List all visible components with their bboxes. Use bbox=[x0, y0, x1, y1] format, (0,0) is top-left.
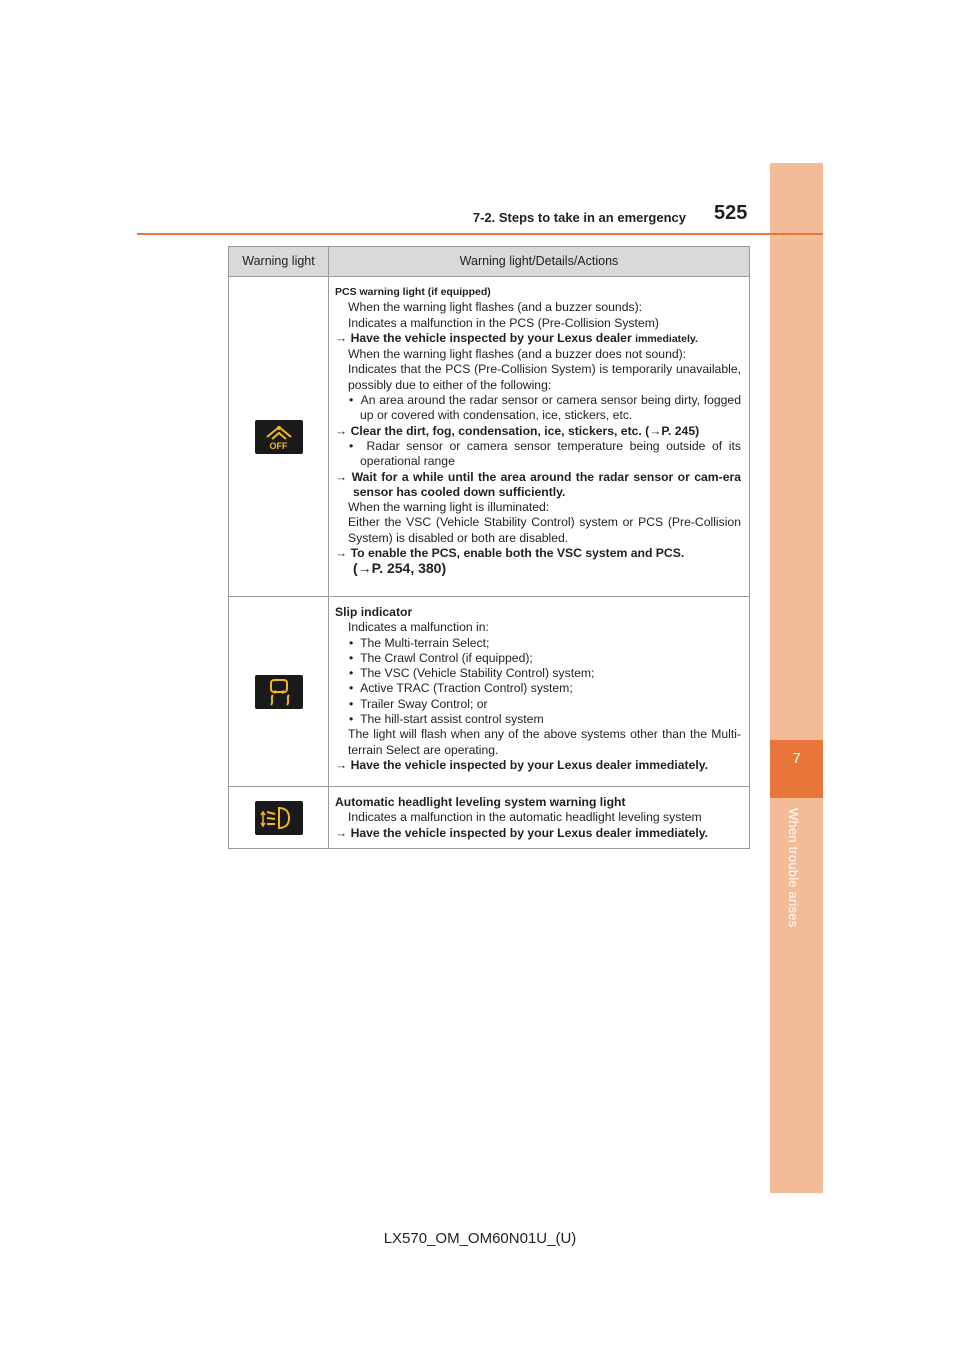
pcs-action-1 bbox=[335, 331, 741, 347]
bullet-icon: • bbox=[349, 438, 354, 453]
list-item bbox=[335, 712, 741, 727]
headlight-leveling-icon bbox=[255, 801, 303, 835]
pcs-icon-cell bbox=[229, 277, 329, 597]
slip-title: Slip indicator bbox=[335, 605, 413, 619]
pcs-text-2: Indicates a malfunction in the PCS (Pre-Collision System) bbox=[348, 315, 659, 330]
bullet-icon: • bbox=[349, 650, 354, 665]
slip-action-1: → Have the vehicle inspected by your Lexus dealer immediately. bbox=[335, 757, 708, 772]
pcs-text-3: When the warning light flashes (and a buzzer does not sound): bbox=[348, 347, 687, 362]
list-item bbox=[335, 666, 741, 681]
slip-text-2: The light will flash when any of the above systems other than the Multi-terrain Select are operating. bbox=[348, 727, 741, 757]
pcs-action-1-tail: immediately. bbox=[635, 332, 698, 345]
pcs-action-4: → To enable the PCS, enable both the VSC system and PCS. bbox=[335, 546, 685, 561]
pcs-text-5: When the warning light is illuminated: bbox=[348, 500, 550, 515]
bullet-icon: • bbox=[349, 393, 354, 408]
slip-bullet-3: The VSC (Vehicle Stability Control) system; bbox=[360, 666, 595, 681]
pcs-description-cell bbox=[329, 277, 750, 597]
section-title: 7-2. Steps to take in an emergency bbox=[472, 210, 686, 225]
slip-bullet-2: The Crawl Control (if equipped); bbox=[360, 650, 533, 665]
page-number: 525 bbox=[714, 202, 748, 224]
slip-bullet-6: The hill-start assist control system bbox=[360, 712, 544, 727]
slip-text-1: Indicates a malfunction in: bbox=[348, 620, 489, 635]
list-item bbox=[335, 651, 741, 666]
slip-icon-cell bbox=[229, 597, 329, 787]
table-row bbox=[229, 597, 750, 787]
pcs-off-warning-icon bbox=[255, 420, 303, 454]
chapter-side-strip bbox=[770, 163, 823, 1193]
chapter-title: When trouble arises bbox=[786, 808, 801, 928]
table-row bbox=[229, 277, 750, 597]
column-header-details: Warning light/Details/Actions bbox=[329, 247, 750, 277]
bullet-icon: • bbox=[349, 681, 354, 696]
bullet-icon: • bbox=[349, 635, 354, 650]
headlight-title: Automatic headlight leveling system warning light bbox=[335, 795, 626, 809]
slip-bullet-5: Trailer Sway Control; or bbox=[360, 696, 488, 711]
pcs-action-4-ref: (→P. 254, 380) bbox=[353, 560, 447, 577]
chapter-number: 7 bbox=[792, 750, 801, 767]
list-item bbox=[335, 393, 741, 424]
slip-description-cell bbox=[329, 597, 750, 787]
pcs-text-6: Either the VSC (Vehicle Stability Control) system or PCS (Pre-Collision System) is disabled or both are disabled. bbox=[348, 515, 741, 545]
pcs-action-2: → Clear the dirt, fog, condensation, ice, stickers, etc. (→P. 245) bbox=[335, 423, 700, 438]
bullet-icon: • bbox=[349, 696, 354, 711]
warning-light-table bbox=[228, 246, 750, 849]
pcs-title: PCS warning light (if equipped) bbox=[335, 286, 491, 298]
arrow-icon: → bbox=[335, 330, 348, 345]
bullet-icon: • bbox=[349, 712, 354, 727]
slip-indicator-icon bbox=[255, 675, 303, 709]
pcs-action-3: → Wait for a while until the area around the radar sensor or cam-era sensor has cooled down sufficiently. bbox=[335, 469, 741, 499]
pcs-text-4: Indicates that the PCS (Pre-Collision System) is temporarily unavailable, possibly due to either of the following: bbox=[348, 362, 741, 392]
slip-bullet-1: The Multi-terrain Select; bbox=[360, 635, 490, 650]
headlight-description-cell bbox=[329, 787, 750, 849]
table-header-row bbox=[229, 247, 750, 277]
bullet-icon: • bbox=[349, 666, 354, 681]
column-header-warning-light: Warning light bbox=[229, 247, 329, 277]
slip-bullet-4: Active TRAC (Traction Control) system; bbox=[360, 681, 573, 696]
pcs-icon-off-label: OFF bbox=[269, 440, 288, 451]
chapter-number-tab bbox=[770, 740, 823, 798]
headlight-icon-cell bbox=[229, 787, 329, 849]
list-item bbox=[335, 681, 741, 696]
table-row bbox=[229, 787, 750, 849]
list-item bbox=[335, 439, 741, 470]
pcs-text-1: When the warning light flashes (and a buzzer sounds): bbox=[348, 300, 643, 315]
document-code: LX570_OM_OM60N01U_(U) bbox=[383, 1230, 577, 1247]
list-item bbox=[335, 636, 741, 651]
pcs-bullet-2: Radar sensor or camera sensor temperature being outside of its operational range bbox=[360, 438, 741, 469]
headlight-text-1: Indicates a malfunction in the automatic headlight leveling system bbox=[348, 810, 702, 825]
headlight-action-1: → Have the vehicle inspected by your Lexus dealer immediately. bbox=[335, 825, 708, 840]
pcs-bullet-1: An area around the radar sensor or camera sensor being dirty, fogged up or covered with condensation, ice, stickers, etc. bbox=[360, 393, 741, 423]
pcs-action-1-main: Have the vehicle inspected by your Lexus dealer bbox=[350, 330, 632, 345]
header-rule bbox=[137, 233, 823, 235]
list-item bbox=[335, 697, 741, 712]
